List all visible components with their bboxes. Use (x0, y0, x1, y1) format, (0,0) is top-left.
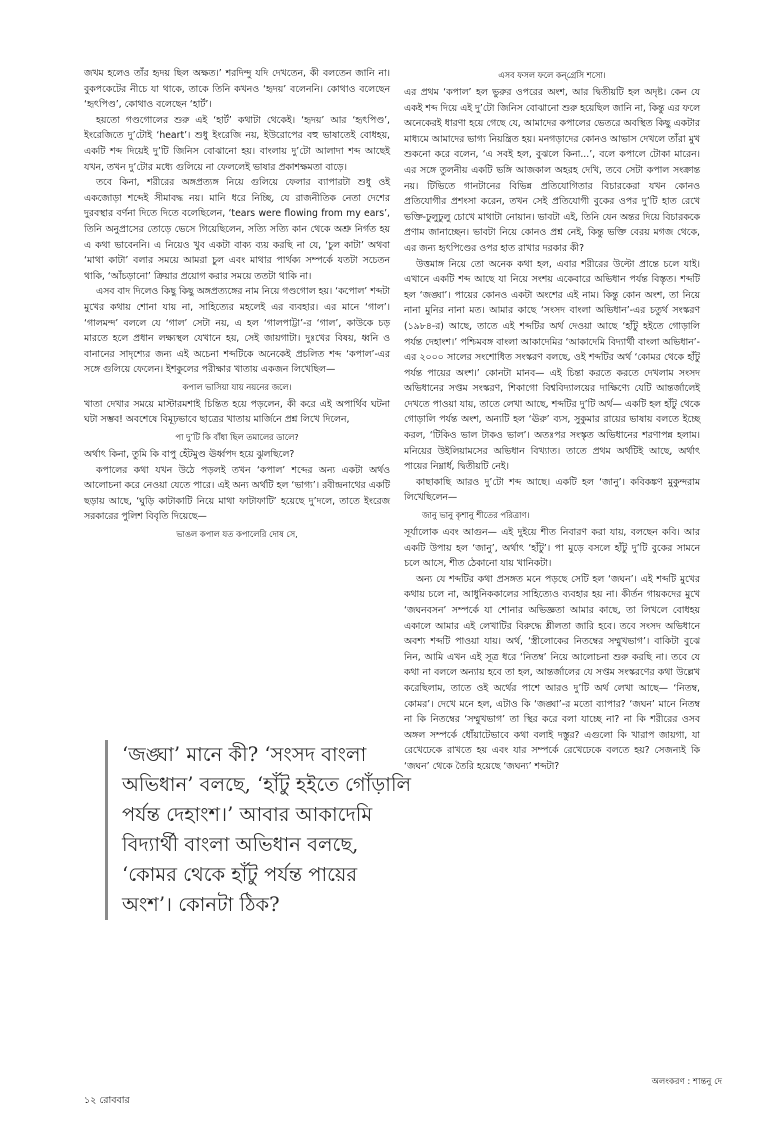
body-paragraph: তবে কিনা, শরীরের অঙ্গপ্রত্যঙ্গ নিয়ে গুলিয়ে ফেলার ব্যাপারটা শুধু ওই একজোড়া শব্দেই সীমাবদ্ধ নয়। মানি ধরে নিচ্ছি, যে রাজনীতিক নেতা দেশের দুরবস্থার বর্ণনা দিতে দিতে বলেছিলেন, ‘tears were flowing from my ears’, তিনি অনুপ্রাসের তোড়ে ভেসে গিয়েছিলেন, সত্যি সত্যি কান থেকে অশ্রু নির্গত হয় এ কথা ভাবেননি। এ নিয়েও খুব একটা বাক্য ব্যয় করছি না যে, ‘চুল কাটা’ অথবা ‘মাথা কাটা’ বলার সময়ে আমরা চুল এবং মাথার পার্থক্য সম্পর্কে যতটা সচেতন থাকি, ‘আঁচড়ানো’ ক্রিয়ার প্রয়োগ করার সময়ে ততটা থাকি না। (84, 177, 390, 282)
verse-quote: এসব ফসল ফলে কন্‌গ্রেসি শসো। (498, 70, 606, 80)
illustration-credit: অলংকরণ : শান্তনু দে (651, 1077, 722, 1087)
right-column (404, 66, 700, 775)
body-paragraph: সূর্যালোক এবং আগুন— এই দুইয়ে শীত নিবারণ করা যায়, বলছেন কবি। আর একটি উপায় হল ‘জানু’, অর্থাৎ ‘হাঁটু’। পা মুড়ে বসলে হাঁটু দু’টি বুকের সামনে চলে আসে, শীত ঠেকানো যায় খানিকটা। (404, 527, 700, 570)
body-paragraph: অন্য যে শব্দটির কথা প্রসঙ্গত মনে পড়ছে সেটি হল ‘জঘন’। এই শব্দটি মুখের কথায় চলে না, আধুনিককালের সাহিত্যেও ব্যবহার হয় না। কীর্তন গায়কদের মুখে ‘জঘনবসন’ সম্পর্কে যা শোনার অভিজ্ঞতা আমার কাছে, তা লিখলে বোধহয় একালে আমার এই লেখাটির বিরুদ্ধে শ্লীলতা জারি হবে। তবে সংসদ অভিধানে অবশ্য শব্দটি পাওয়া যায়। অর্থ, ‘স্ত্রীলোকের নিতম্বের সম্মুখভাগ’। বাকিটা বুঝে নিন, আমি এখন এই সূত্র ধরে ‘নিতম্ব’ নিয়ে আলোচনা শুরু করছি না। তবে যে কথা না বললে অন্যায় হবে তা হল, আন্তর্জালের যে সপ্তম সংস্করণের কথা উল্লেখ করেছিলাম, তাতে ওই অর্থের পাশে আরও দু’টি অর্থ লেখা আছে— ‘নিতম্ব, কোমর’। দেখে মনে হল, এটাও কি ‘জঙ্ঘা’-র মতো ব্যাপার? ‘জঘন’ মানে নিতম্ব না কি নিতম্বের ‘সম্মুখভাগ’ তা স্থির করে বলা যাচ্ছে না? না কি শরীরের ওসব অঙ্গল সম্পর্কে ধোঁয়াটেভাবে কথা বলাই দস্তুর? এগুলো কি খারাপ জায়গা, যা রেখেঢেকে রাখতে হয় এবং যার সম্পর্কে রেখেঢেকে বলতে হয়? সেজন্যই কি ‘জঘন’ থেকে তৈরি হয়েছে ‘জঘন্য’ শব্দটা? (404, 573, 700, 772)
verse-quote: ভাঙল কপাল যত কপালেরি দোষ সে, (176, 529, 298, 540)
body-paragraph: খাতা দেখার সময়ে মাস্টারমশাই চিন্তিত হয়ে পড়লেন, কী করে এই অপার্থিব ঘটনা ঘটা সম্ভব! অবশেষে বিমূঢ়ভাবে ছাত্রের খাতায় মার্জিনে প্রশ্ন লিখে দিলেন, (84, 398, 390, 426)
pull-quote (105, 740, 412, 920)
body-paragraph: কপালের কথা যখন উঠে পড়লই তখন ‘কপাল’ শব্দের অন্য একটা অর্থও আলোচনা করে নেওয়া যেতে পারে। এই অন্য অর্থটি হল ‘ভাগ্য’। রবীন্দ্রনাথের একটি ছড়ায় আছে, ‘ঘুড়ি কাটাকাটি নিয়ে মাথা ফাটাফাটি’ হয়েছে দু’দলে, তাতে ইংরেজ সরকারের পুলিশ বিবৃতি দিয়েছে— (84, 464, 390, 523)
body-paragraph: এর প্রথম ‘কপাল’ হল ভুরুর ওপরের অংশ, আর দ্বিতীয়টি হল অদৃষ্ট। কেন যে একই শব্দ দিয়ে এই দু’টো জিনিস বোঝানো শুরু হয়েছিল জানি না, কিন্তু এর ফলে অনেকেরই ধারণা হয়ে গেছে যে, আমাদের কপালের ভেতরে অবস্থিত কিছু একটার মাধ্যমে আমাদের ভাগ্য নিয়ন্ত্রিত হয়। মনগড়াদের কোনও আভাস দেখলে তাঁরা মুখ শুকনো করে বলেন, ‘এ সবই হল, বুঝলে কিনা...’, বলে কপালে টোকা মারেন। এর সঙ্গে তুলনীয় একটি ভঙ্গি আজকাল অহরহ দেখি, তবে সেটা কপাল সংক্রান্ত নয়। টিভিতে গানটানের বিভিন্ন প্রতিযোগিতার বিচারকেরা যখন কোনও প্রতিযোগীর প্রশংসা করেন, তখন সেই প্রতিযোগী বুকের ওপর দু’টি হাত রেখে ভক্তি-ঢুলুঢুলু চোখে মাথাটা নোয়ান। ভাবটা এই, তিনি যেন অন্তর দিয়ে বিচারককে প্রণাম জানাচ্ছেন। ভাবটা নিয়ে কোনও প্রশ্ন নেই, কিন্তু ভক্তি বেরয় মগজ থেকে, এর জন্য হৃৎপিণ্ডের ওপর হাত রাখার দরকার কী? (404, 87, 700, 254)
verse-quote: পা দু’টি কি বাঁধা ছিল তমালের ডালে? (175, 432, 299, 443)
verse-quote: কপাল ভাসিয়া যায় নয়নের জলে। (182, 381, 292, 392)
body-paragraph: উত্তমাঙ্গ নিয়ে তো অনেক কথা হল, এবার শরীরের উল্টো প্রান্তে চলে যাই। এখানে একটি শব্দ আছে যা নিয়ে সংশয় একেবারে অভিধান পর্যন্ত বিস্তৃত। শব্দটি হল ‘জঙ্ঘা’। পায়ের কোনও একটা অংশের এই নাম। কিন্তু কোন অংশ, তা নিয়ে নানা মুনির নানা মত। আমার কাছে ‘সংসদ বাংলা অভিধান’-এর চতুর্থ সংস্করণ (১৯৮৪-র) আছে, তাতে এই শব্দটির অর্থ দেওয়া আছে ‘হাঁটু হইতে গোড়ালি পর্যন্ত দেহাংশ।’ পশ্চিমবঙ্গ বাংলা আকাদেমির ‘আকাদেমি বিদ্যার্থী বাংলা অভিধান’-এর ২০০০ সালের সংশোধিত সংস্করণ বলছে, ওই শব্দটির অর্থ ‘কোমর থেকে হাঁটু পর্যন্ত পায়ের অংশ।’ কোনটা মানব— এই চিন্তা করতে করতে দেখলাম সংসদ অভিধানের সপ্তম সংস্করণ, শিকাগো বিশ্ববিদ্যালয়ের দাক্ষিণ্যে যেটি আন্তর্জালেই দেখতে পাওয়া যায়, তাতে লেখা আছে, শব্দটির দু’টি অর্থ— একটি হল হাঁটু থেকে গোড়ালি পর্যন্ত অংশ, অন্যটি হল ‘ঊরু’ ব্যস, সুকুমার রায়ের ভাষায় বলতে ইচ্ছে করল, ‘টিকিও ভাল টাকও ভাল’। অতঃপর সংস্কৃত অভিধানের শরণাপন্ন হলাম। মনিয়ের উইলিয়ামসের অভিধান বিখ্যাত। তাতে প্রথম অর্থটিই আছে, অর্থাৎ পায়ের নিম্নার্ধ, দ্বিতীয়টি নেই। (404, 258, 700, 473)
left-column (84, 66, 390, 544)
body-paragraph: অর্থাৎ কিনা, তুমি কি বাপু হেঁটমুণ্ড ঊর্ধ্বপদ হয়ে ঝুলছিলে? (84, 449, 295, 461)
body-paragraph: কাছাকাছি আরও দু’টো শব্দ আছে। একটি হল ‘জানু’। কবিকঙ্কণ মুকুন্দরাম লিখেছিলেন— (404, 476, 700, 504)
verse-quote: জানু ভানু কৃশানু শীতের পরিত্রাণ। (422, 510, 530, 521)
body-paragraph: জখম হলেও তাঁর হৃদয় ছিল অক্ষত।’ শরদিন্দু যদি দেখতেন, কী বলতেন জানি না। বুকপকেটের নীচে যা থাকে, তাকে তিনি কখনও ‘হৃদয়’ বলেননি। কোথাও বলেছেন ‘হৃৎপিণ্ড’, কোথাও বলেছেন ‘হার্ট’। (84, 68, 390, 111)
page-footer: ১২ রোববার (84, 1095, 130, 1106)
body-paragraph: এসব বাদ দিলেও কিছু কিছু অঙ্গপ্রত্যঙ্গের নাম নিয়ে গণ্ডগোল হয়। ‘কপোল’ শব্দটা মুখের কথায় শোনা যায় না, সাহিত্যের মহলেই এর ব্যবহার। এর মানে ‘গাল’। ‘গালমন্দ’ বললে যে ‘গাল’ সেটা নয়, এ হল ‘গালপাট্টা’-র ‘গাল’, কাউকে চড় মারতে হলে প্রধান লক্ষ্যস্থল যেখানে হয়, সেই জায়গাটা। দুঃখের বিষয়, ধ্বনি ও বানানের সাদৃশ্যের জন্য এই অচেনা শব্দটিকে অনেকেই প্রচলিত শব্দ ‘কপাল’-এর সঙ্গে গুলিয়ে ফেলেন। ইশকুলের পরীক্ষার খাতায় একজন লিখেছিল— (84, 286, 390, 376)
pull-quote-text: ‘জঙ্ঘা’ মানে কী? ‘সংসদ বাংলা অভিধান’ বলছে, ‘হাঁটু হইতে গোঁড়ালি পর্যন্ত দেহাংশ।’ আবার আকাদেমি বিদ্যার্থী বাংলা অভিধান বলছে, ‘কোমর থেকে হাঁটু পর্যন্ত পায়ের অংশ’। কোনটা ঠিক? (122, 743, 412, 916)
body-paragraph: হয়তো গণ্ডগোলের শুরু এই ‘হার্ট’ কথাটা থেকেই। ‘হৃদয়’ আর ‘হৃৎপিণ্ড’, ইংরেজিতে দু’টোই ‘heart’। শুধু ইংরেজি নয়, ইউরোপের বহু ভাষাতেই বোধহয়, একটি শব্দ দিয়েই দু’টি জিনিস বোঝানো হয়। বাংলায় দু’টো আলাদা শব্দ আছেই যখন, তখন দু’টোর মধ্যে গুলিয়ে না ফেললেই ভাষার প্রকাশক্ষমতা বাড়ে। (84, 114, 390, 173)
